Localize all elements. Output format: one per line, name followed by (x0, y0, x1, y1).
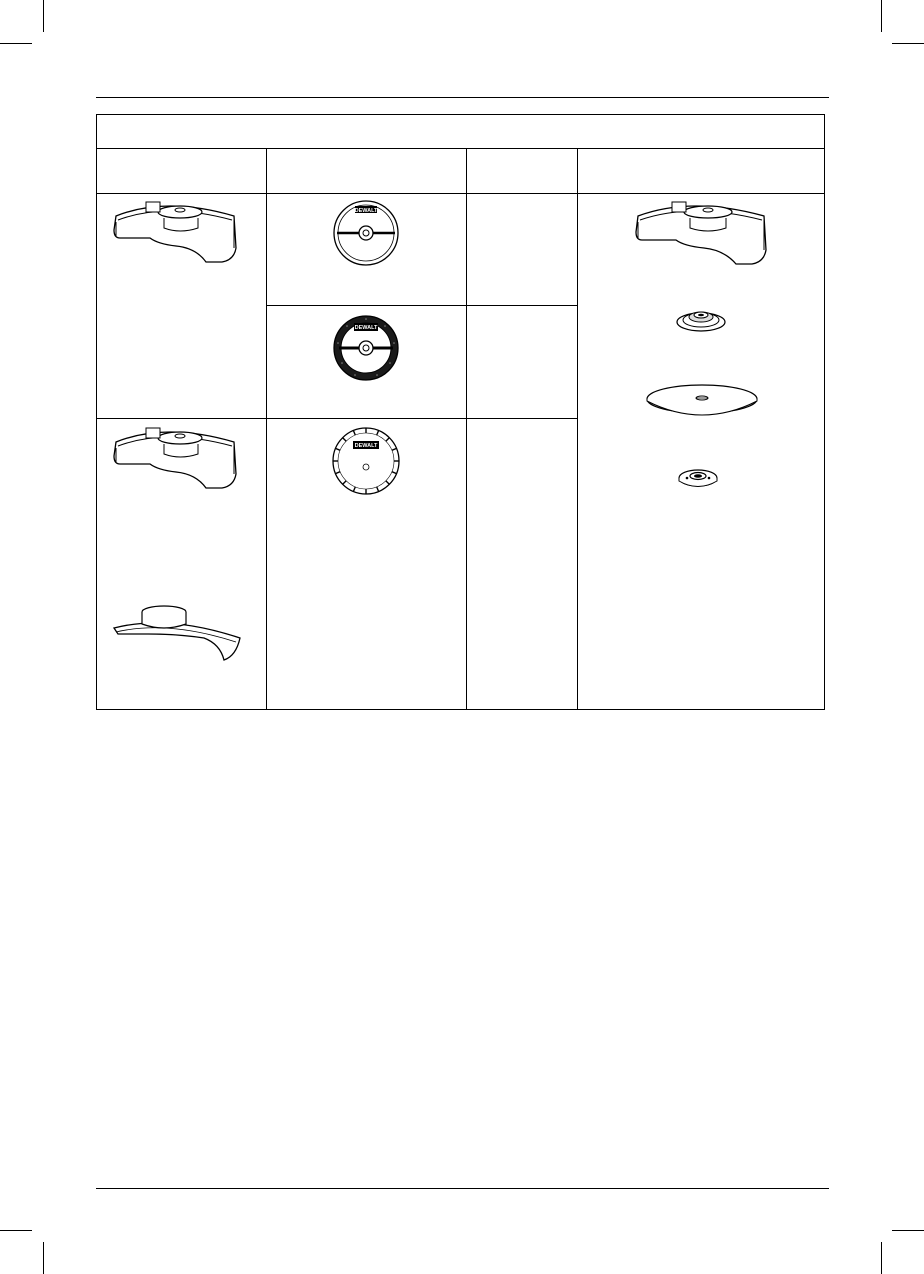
table-title-divider (97, 148, 824, 149)
table-header-divider (97, 193, 824, 194)
flat-wheel-icon (646, 384, 758, 416)
brand-label: DEWALT (354, 325, 378, 331)
thick-cutting-wheel-icon (333, 315, 399, 381)
crop-mark-bottom-right-h (892, 1230, 924, 1231)
footer-rule (96, 1188, 829, 1189)
row-divider-2 (97, 418, 578, 419)
thin-cutting-wheel-icon (333, 200, 399, 266)
backing-flange-icon (676, 306, 726, 332)
crop-mark-bottom-right-v (881, 1242, 882, 1274)
crop-mark-bottom-left-h (0, 1230, 32, 1231)
col-divider-2 (466, 148, 467, 709)
crop-mark-top-right-h (892, 43, 924, 44)
threaded-clamp-nut-icon (678, 464, 718, 488)
row-divider-1 (266, 305, 578, 306)
col-divider-3 (577, 148, 578, 709)
grinding-guard-icon (628, 198, 774, 270)
diamond-wheel-icon (332, 427, 400, 495)
header-rule (96, 97, 829, 98)
crop-mark-top-left-h (0, 43, 32, 44)
crop-mark-bottom-left-v (43, 1242, 44, 1274)
grinding-guard-icon (106, 198, 242, 268)
brand-label: DEWALT (354, 208, 378, 214)
cutting-guard-clip-icon (108, 604, 244, 664)
grinding-guard-icon (106, 424, 242, 494)
col-divider-1 (266, 148, 267, 709)
crop-mark-top-left-v (43, 0, 44, 32)
brand-label: DEWALT (354, 443, 378, 449)
crop-mark-top-right-v (881, 0, 882, 32)
